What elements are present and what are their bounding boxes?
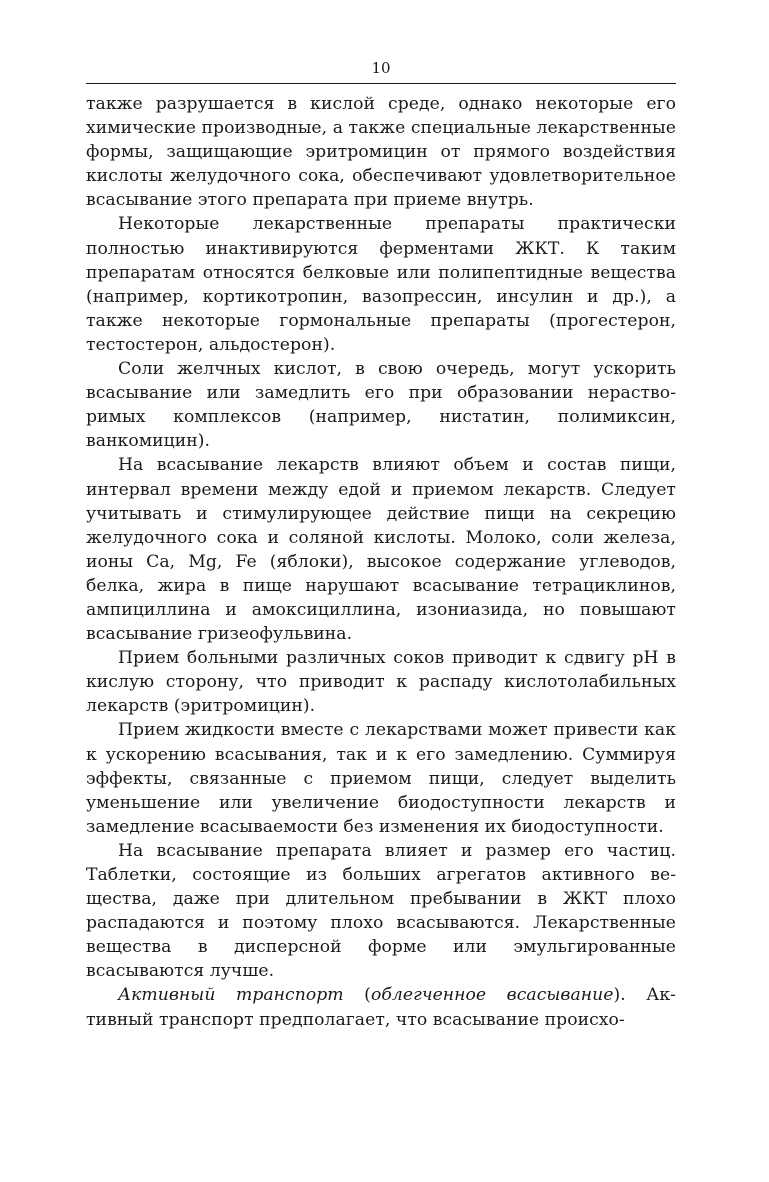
page-number: 10 — [371, 59, 391, 77]
paragraph-7: На всасывание препарата влияет и размер его частиц. Таблетки, состоящие из больших агрегатов активного вещества, даже при длительном пребывании в ЖКТ плохо распадаются и поэтому плохо всасываются. Лекарственные вещества в дисперсной форме или эмульгированные всасываются лучше. — [86, 840, 676, 982]
paragraph-5: Прием больными различных соков приводит к сдвигу pH в кислую сторону, что приводит к распаду кислотолабильных лекарств (эритромицин). — [86, 648, 676, 717]
paragraph-8 — [86, 983, 676, 1031]
italic-term-facilitated-absorption: облегченное всасывание — [370, 985, 614, 1006]
body-text — [86, 92, 676, 1032]
paragraph-3: Соли желчных кислот, в свою очередь, могут ускорить всасывание или замедлить его при образовании нерастворимых комплексов (например, нистатин, полимиксин, ванкомицин). — [86, 359, 676, 452]
italic-term-active-transport: Активный транспорт — [118, 985, 344, 1006]
paragraph-8-text: ). Активный транспорт предполагает, что всасывание происхо- — [86, 985, 676, 1030]
paren-open: ( — [343, 985, 371, 1006]
paragraph-1: также разрушается в кислой среде, однако некоторые его химические производные, а также специальные лекарственные формы, защищающие эритромицин от прямого воздействия кислоты желудочного сока, обеспечивают удовлетворительное всасывание этого препарата при приеме внутрь. — [86, 94, 676, 211]
paragraph-2: Некоторые лекарственные препараты практически полностью инактивируются ферментами ЖКТ. К таким препаратам относятся белковые или полипептидные вещества (например, кортикотропин, вазопрессин, инсулин и др.), а также некоторые гормональные препараты (прогестерон, тестостерон, альдостерон). — [86, 214, 676, 355]
header-rule — [86, 83, 676, 84]
paragraph-6: Прием жидкости вместе с лекарствами может привести как к ускорению всасывания, так и к его замедлению. Суммируя эффекты, связанные с приемом пищи, следует выделить уменьшение или увеличение биодоступности лекарств и замедление всасываемости без изменения их биодоступности. — [86, 720, 676, 837]
paragraph-4: На всасывание лекарств влияют объем и состав пищи, интервал времени между едой и приемом лекарств. Следует учитывать и стимулирующее действие пищи на секрецию желудочного сока и соляной кислоты. Молоко, соли железа, ионы Ca, Mg, Fe (яблоки), высокое содержание углеводов, белка, жира в пище нарушают всасывание тетрациклинов, ампициллина и амоксициллина, изониазида, но повышают всасывание гризеофульвина. — [86, 455, 676, 645]
book-page — [86, 58, 676, 1032]
